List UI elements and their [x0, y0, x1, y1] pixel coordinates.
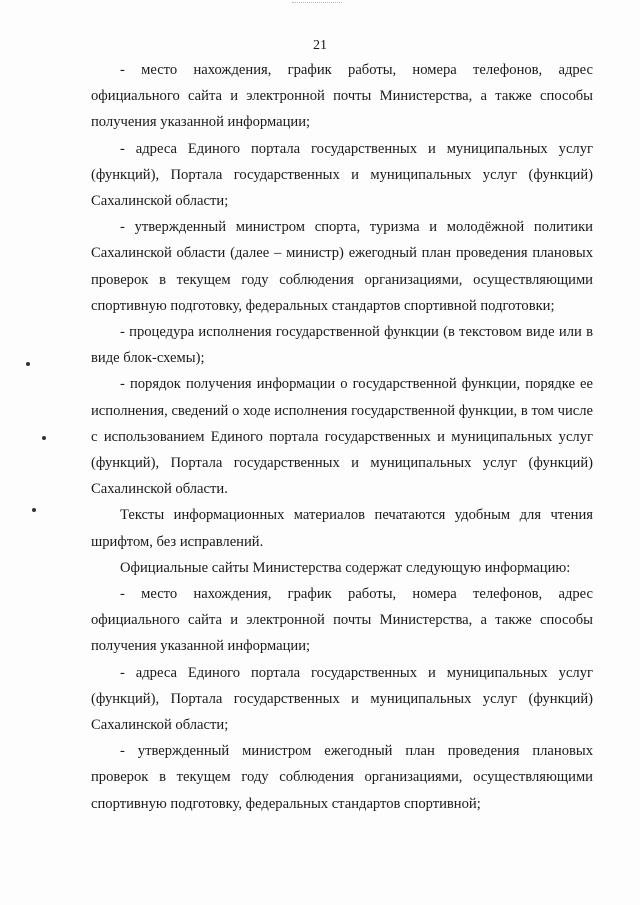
- scan-artifact: [292, 2, 342, 5]
- scan-mark: [32, 508, 36, 512]
- paragraph-official-sites: Официальные сайты Министерства содержат следующую информацию:: [120, 559, 571, 576]
- page-number: 21: [313, 38, 327, 53]
- paragraph-texts-printing: Тексты информационных материалов печатаются удобным для чтения шрифтом, без исправлений.: [91, 507, 593, 550]
- paragraph-inspection-plan: - утвержденный министром спорта, туризма и молодёжной политики Сахалинской области (далее – министр) ежегодный план проведения плановых проверок в текущем году соблюдения организациями, осуществляющими спортивную подготовку, федеральных стандартов спортивной подготовки;: [91, 219, 593, 314]
- paragraph-procedure: - процедура исполнения государственной функции (в текстовом виде или в виде блок-схемы);: [91, 324, 593, 367]
- paragraph-location-info-2: - место нахождения, график работы, номера телефонов, адрес официального сайта и электронной почты Министерства, а также способы получения указанной информации;: [91, 586, 593, 655]
- scan-mark: [42, 436, 46, 440]
- paragraph-portal-addresses-2: - адреса Единого портала государственных и муниципальных услуг (функций), Портала государственных и муниципальных услуг (функций) Сахалинской области;: [91, 664, 593, 734]
- paragraph-inspection-plan-2: - утвержденный министром ежегодный план проведения плановых проверок в текущем году соблюдения организациями, осуществляющими спортивную подготовку, федеральных стандартов спортивной;: [91, 743, 593, 812]
- scan-mark: [26, 362, 30, 366]
- paragraph-location-info: - место нахождения, график работы, номера телефонов, адрес официального сайта и электронной почты Министерства, а также способы получения указанной информации;: [91, 62, 593, 131]
- paragraph-info-order: - порядок получения информации о государственной функции, порядке ее исполнения, сведений о ходе исполнения государственной функции, в том числе с использованием Единого портала государственных и муниципальных услуг (функций), Портала государственных и муниципальных услуг (функций) Сахалинской области.: [91, 376, 593, 498]
- paragraph-portal-addresses: - адреса Единого портала государственных и муниципальных услуг (функций), Портала государственных и муниципальных услуг (функций) Сахалинской области;: [91, 140, 593, 210]
- document-body: [91, 57, 593, 817]
